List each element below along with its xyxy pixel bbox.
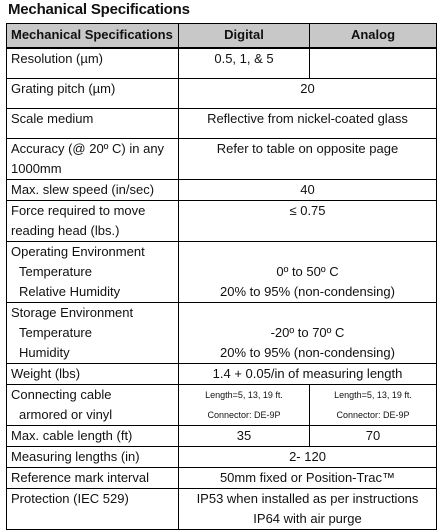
table-header-row xyxy=(7,24,437,49)
cable-analog-length: Length=5, 13, 19 ft. xyxy=(334,389,412,400)
scale-label: Scale medium xyxy=(7,108,179,138)
table-row xyxy=(7,78,437,108)
storage-temp-value: -20º to 70º C xyxy=(270,324,345,340)
force-label-line1: Force required to move xyxy=(11,202,146,218)
operating-temp-label: Temperature xyxy=(19,263,92,279)
cable-label-line1: Connecting cable xyxy=(11,386,112,402)
cable-digital-length: Length=5, 13, 19 ft. xyxy=(205,389,283,400)
table-row xyxy=(7,363,437,384)
accuracy-label-line2: 1000mm xyxy=(11,160,62,176)
slew-value: 40 xyxy=(179,179,437,200)
table-row xyxy=(7,241,437,302)
protection-label: Protection (IEC 529) xyxy=(7,488,179,529)
cable-analog xyxy=(310,384,437,425)
operating-label-cell xyxy=(7,241,179,302)
table-row xyxy=(7,467,437,488)
storage-label-cell xyxy=(7,302,179,363)
operating-temp-value: 0º to 50º C xyxy=(276,263,339,279)
table-row xyxy=(7,48,437,78)
max-cable-digital: 35 xyxy=(179,425,310,446)
table-row xyxy=(7,138,437,179)
reference-value: 50mm fixed or Position-Trac™ xyxy=(179,467,437,488)
table-row xyxy=(7,200,437,241)
operating-humidity-value: 20% to 95% (non-condensing) xyxy=(220,283,395,299)
table-row xyxy=(7,179,437,200)
protection-value xyxy=(179,488,437,529)
resolution-label: Resolution (µm) xyxy=(7,48,179,78)
table-row xyxy=(7,384,437,425)
force-value: ≤ 0.75 xyxy=(179,200,437,241)
reference-label: Reference mark interval xyxy=(7,467,179,488)
resolution-analog xyxy=(310,48,437,78)
grating-label: Grating pitch (µm) xyxy=(7,78,179,108)
page-title: Mechanical Specifications xyxy=(8,1,190,18)
weight-label: Weight (lbs) xyxy=(7,363,179,384)
storage-temp-label: Temperature xyxy=(19,324,92,340)
cable-label xyxy=(7,384,179,425)
max-cable-label: Max. cable length (ft) xyxy=(7,425,179,446)
measuring-label: Measuring lengths (in) xyxy=(7,446,179,467)
accuracy-value: Refer to table on opposite page xyxy=(179,138,437,179)
resolution-digital: 0.5, 1, & 5 xyxy=(179,48,310,78)
table-row xyxy=(7,302,437,363)
protection-value-line1: IP53 when installed as per instructions xyxy=(196,490,419,506)
accuracy-label-line1: Accuracy (@ 20º C) in any xyxy=(11,140,165,156)
storage-humidity-label: Humidity xyxy=(19,344,70,360)
spec-table xyxy=(6,23,437,530)
cable-label-line2: armored or vinyl xyxy=(19,406,113,422)
storage-label: Storage Environment xyxy=(11,304,134,320)
operating-humidity-label: Relative Humidity xyxy=(19,283,121,299)
grating-value: 20 xyxy=(179,78,437,108)
header-digital: Digital xyxy=(179,24,310,49)
force-label xyxy=(7,200,179,241)
table-row xyxy=(7,425,437,446)
weight-value: 1.4 + 0.05/in of measuring length xyxy=(179,363,437,384)
header-label: Mechanical Specifications xyxy=(7,24,179,49)
force-label-line2: reading head (lbs.) xyxy=(11,222,120,238)
table-row xyxy=(7,488,437,529)
slew-label: Max. slew speed (in/sec) xyxy=(7,179,179,200)
header-analog: Analog xyxy=(310,24,437,49)
operating-value-cell xyxy=(179,241,437,302)
storage-value-cell xyxy=(179,302,437,363)
table-row xyxy=(7,108,437,138)
protection-value-line2: IP64 with air purge xyxy=(253,510,362,526)
operating-label: Operating Environment xyxy=(11,243,145,259)
scale-value: Reflective from nickel-coated glass xyxy=(179,108,437,138)
cable-digital xyxy=(179,384,310,425)
measuring-value: 2- 120 xyxy=(179,446,437,467)
max-cable-analog: 70 xyxy=(310,425,437,446)
cable-digital-connector: Connector: DE-9P xyxy=(207,409,281,420)
table-row xyxy=(7,446,437,467)
cable-analog-connector: Connector: DE-9P xyxy=(336,409,410,420)
storage-humidity-value: 20% to 95% (non-condensing) xyxy=(220,344,395,360)
accuracy-label xyxy=(7,138,179,179)
